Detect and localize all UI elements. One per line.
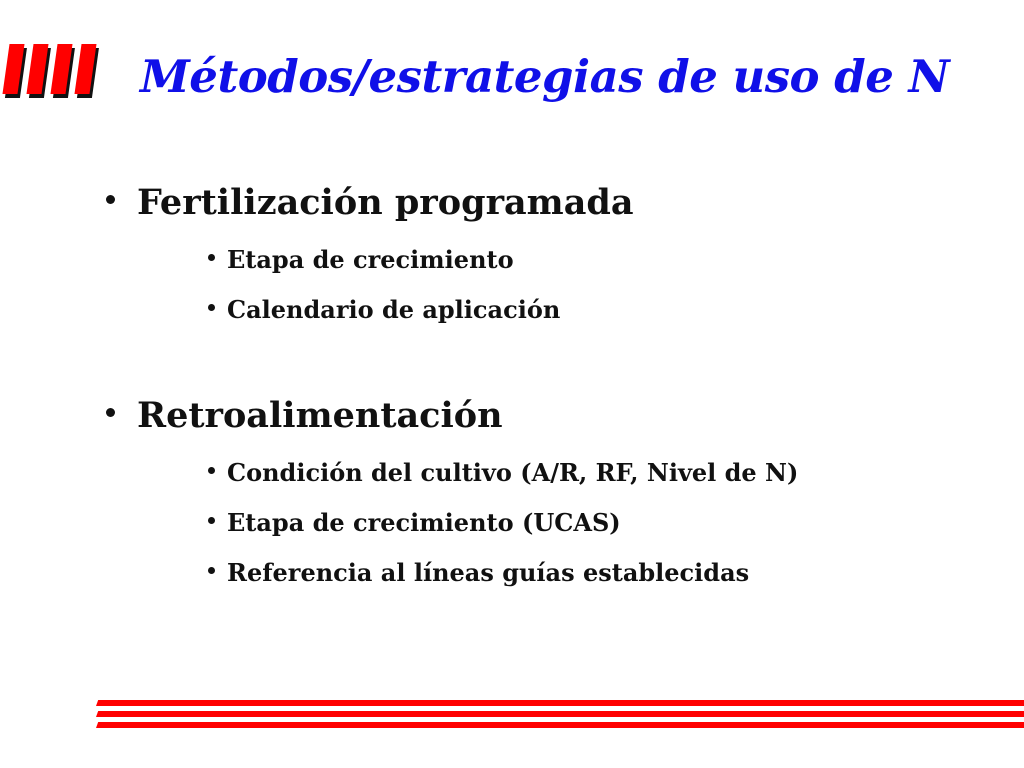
bullet-text: Referencia al líneas guías establecidas: [227, 558, 750, 587]
bullet-item-level1: [106, 180, 634, 223]
footer-stripe: [96, 711, 1024, 717]
bullet-dot-icon: [106, 195, 115, 204]
logo-bar: [74, 44, 96, 94]
bullet-item-level1: [106, 393, 503, 436]
bullet-text: Fertilización programada: [137, 182, 634, 223]
bullet-dot-icon: [208, 467, 215, 474]
bullet-text: Condición del cultivo (A/R, RF, Nivel de N): [227, 458, 799, 487]
footer-stripe: [96, 722, 1024, 728]
bullet-text: Retroalimentación: [137, 395, 503, 436]
bullet-item-level2: [208, 556, 749, 587]
bullet-item-level2: [208, 506, 621, 537]
bullet-text: Calendario de aplicación: [227, 295, 561, 324]
bullet-item-level2: [208, 456, 798, 487]
bullet-dot-icon: [106, 408, 115, 417]
logo-stripes-icon: [0, 44, 110, 100]
bullet-item-level2: [208, 243, 514, 274]
bullet-dot-icon: [208, 517, 215, 524]
slide-title: Métodos/estrategias de uso de N: [140, 50, 950, 103]
bullet-item-level2: [208, 293, 560, 324]
logo-bar: [2, 44, 24, 94]
bullet-text: Etapa de crecimiento: [227, 245, 514, 274]
logo-bar: [50, 44, 72, 94]
bullet-text: Etapa de crecimiento (UCAS): [227, 508, 621, 537]
logo-bar: [26, 44, 48, 94]
bullet-dot-icon: [208, 254, 215, 261]
footer-stripe: [96, 700, 1024, 706]
bullet-dot-icon: [208, 304, 215, 311]
footer-stripes: [96, 700, 1024, 740]
bullet-dot-icon: [208, 567, 215, 574]
